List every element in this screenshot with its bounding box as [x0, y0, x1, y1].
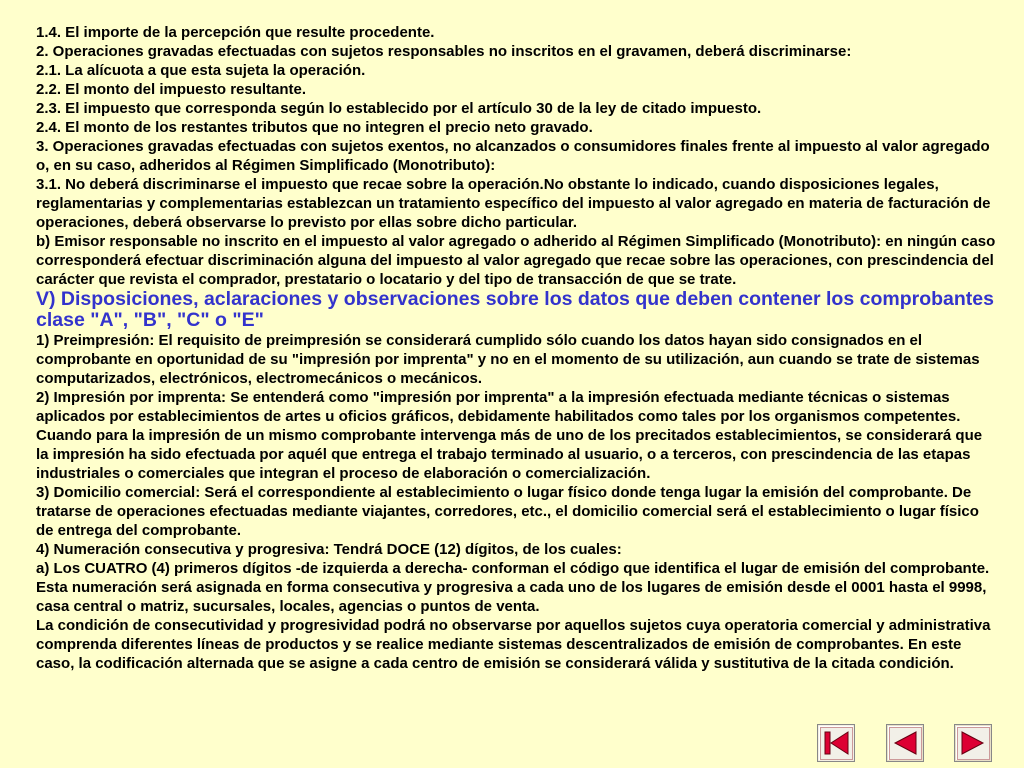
paragraph-3-1: 3.1. No deberá discriminarse el impuesto que recae sobre la operación.No obstante lo indicado, cuando disposiciones legales, reglamentarias y complementarias establezcan un tratamiento específico del impuesto al valor agregado en materia de facturación de operaciones, deberá observarse lo previsto por ellas sobre dicho particular. — [36, 176, 991, 231]
paragraph-2-3: 2.3. El impuesto que corresponda según lo establecido por el artículo 30 de la ley de citado impuesto. — [36, 100, 762, 117]
first-slide-icon — [817, 724, 855, 762]
paragraph-numeracion: 4) Numeración consecutiva y progresiva: Tendrá DOCE (12) dígitos, de los cuales: — [36, 541, 622, 558]
paragraph-b: b) Emisor responsable no inscrito en el impuesto al valor agregado o adherido al Régimen Simplificado (Monotributo): en ningún caso corresponderá efectuar discriminación alguna del impuesto al valor agregado que recae sobre las operaciones, con prescindencia del carácter que revista el comprador, prestatario o locatario y del tipo de transacción de que se trate. — [36, 233, 996, 288]
paragraph-esta-numeracion: Esta numeración será asignada en forma consecutiva y progresiva a cada uno de los lugares de emisión desde el 0001 hasta el 9998, casa central o matriz, sucursales, locales, agencias o puntos de venta. — [36, 579, 987, 615]
paragraph-condicion: La condición de consecutividad y progresividad podrá no observarse por aquellos sujetos cuya operatoria comercial y administrativa comprenda diferentes líneas de productos y se realice mediante sistemas descentralizados de emisión de comprobantes. En este caso, la codificación alternada que se asigne a cada centro de emisión se considerará válida y sustitutiva de la citada condición. — [36, 617, 991, 672]
paragraph-2-2: 2.2. El monto del impuesto resultante. — [36, 81, 307, 98]
paragraph-3: 3. Operaciones gravadas efectuadas con sujetos exentos, no alcanzados o consumidores finales frente al impuesto al valor agregado o, en su caso, adheridos al Régimen Simplificado (Monotributo): — [36, 138, 990, 174]
first-slide-button[interactable] — [817, 724, 855, 762]
paragraph-establecimientos: Cuando para la impresión de un mismo comprobante intervenga más de uno de los precitados establecimientos, se considerará que la impresión ha sido efectuada por aquél que entrega el trabajo terminado al usuario, o a terceros, con prescindencia de las etapas industriales o comerciales que integran el proceso de elaboración o comercialización. — [36, 427, 983, 482]
paragraph-1-4: 1.4. El importe de la percepción que resulte procedente. — [36, 24, 435, 41]
section-heading: V) Disposiciones, aclaraciones y observaciones sobre los datos que deben contener los comprobantes clase "A", "B", "C" o "E" — [36, 288, 994, 331]
paragraph-domicilio-comercial: 3) Domicilio comercial: Será el correspondiente al establecimiento o lugar físico donde tenga lugar la emisión del comprobante. De tratarse de operaciones efectuadas mediante viajantes, corredores, etc., el domicilio comercial será el establecimiento o lugar físico de entrega del comprobante. — [36, 484, 979, 539]
paragraph-2-4: 2.4. El monto de los restantes tributos que no integren el precio neto gravado. — [36, 119, 593, 136]
slide-body-text — [36, 23, 996, 673]
paragraph-cuatro-digitos: a) Los CUATRO (4) primeros dígitos -de izquierda a derecha- conforman el código que identifica el lugar de emisión del comprobante. — [36, 560, 990, 577]
slide-navigation — [0, 724, 1024, 764]
paragraph-2-1: 2.1. La alícuota a que esta sujeta la operación. — [36, 62, 366, 79]
paragraph-impresion-imprenta: 2) Impresión por imprenta: Se entenderá como "impresión por imprenta" a la impresión efectuada mediante técnicas o sistemas aplicados por establecimientos de artes u oficios gráficos, debidamente habilitados como tales por los organismos competentes. — [36, 389, 961, 425]
previous-slide-button[interactable] — [886, 724, 924, 762]
paragraph-2: 2. Operaciones gravadas efectuadas con sujetos responsables no inscritos en el gravamen, deberá discriminarse: — [36, 43, 852, 60]
previous-slide-icon — [886, 724, 924, 762]
paragraph-preimpresion: 1) Preimpresión: El requisito de preimpresión se considerará cumplido sólo cuando los datos hayan sido consignados en el comprobante en oportunidad de su "impresión por imprenta" y no en el momento de su utilización, aun cuando se trate de sistemas computarizados, electrónicos, electromecánicos o mecánicos. — [36, 332, 980, 387]
next-slide-button[interactable] — [954, 724, 992, 762]
next-slide-icon — [954, 724, 992, 762]
